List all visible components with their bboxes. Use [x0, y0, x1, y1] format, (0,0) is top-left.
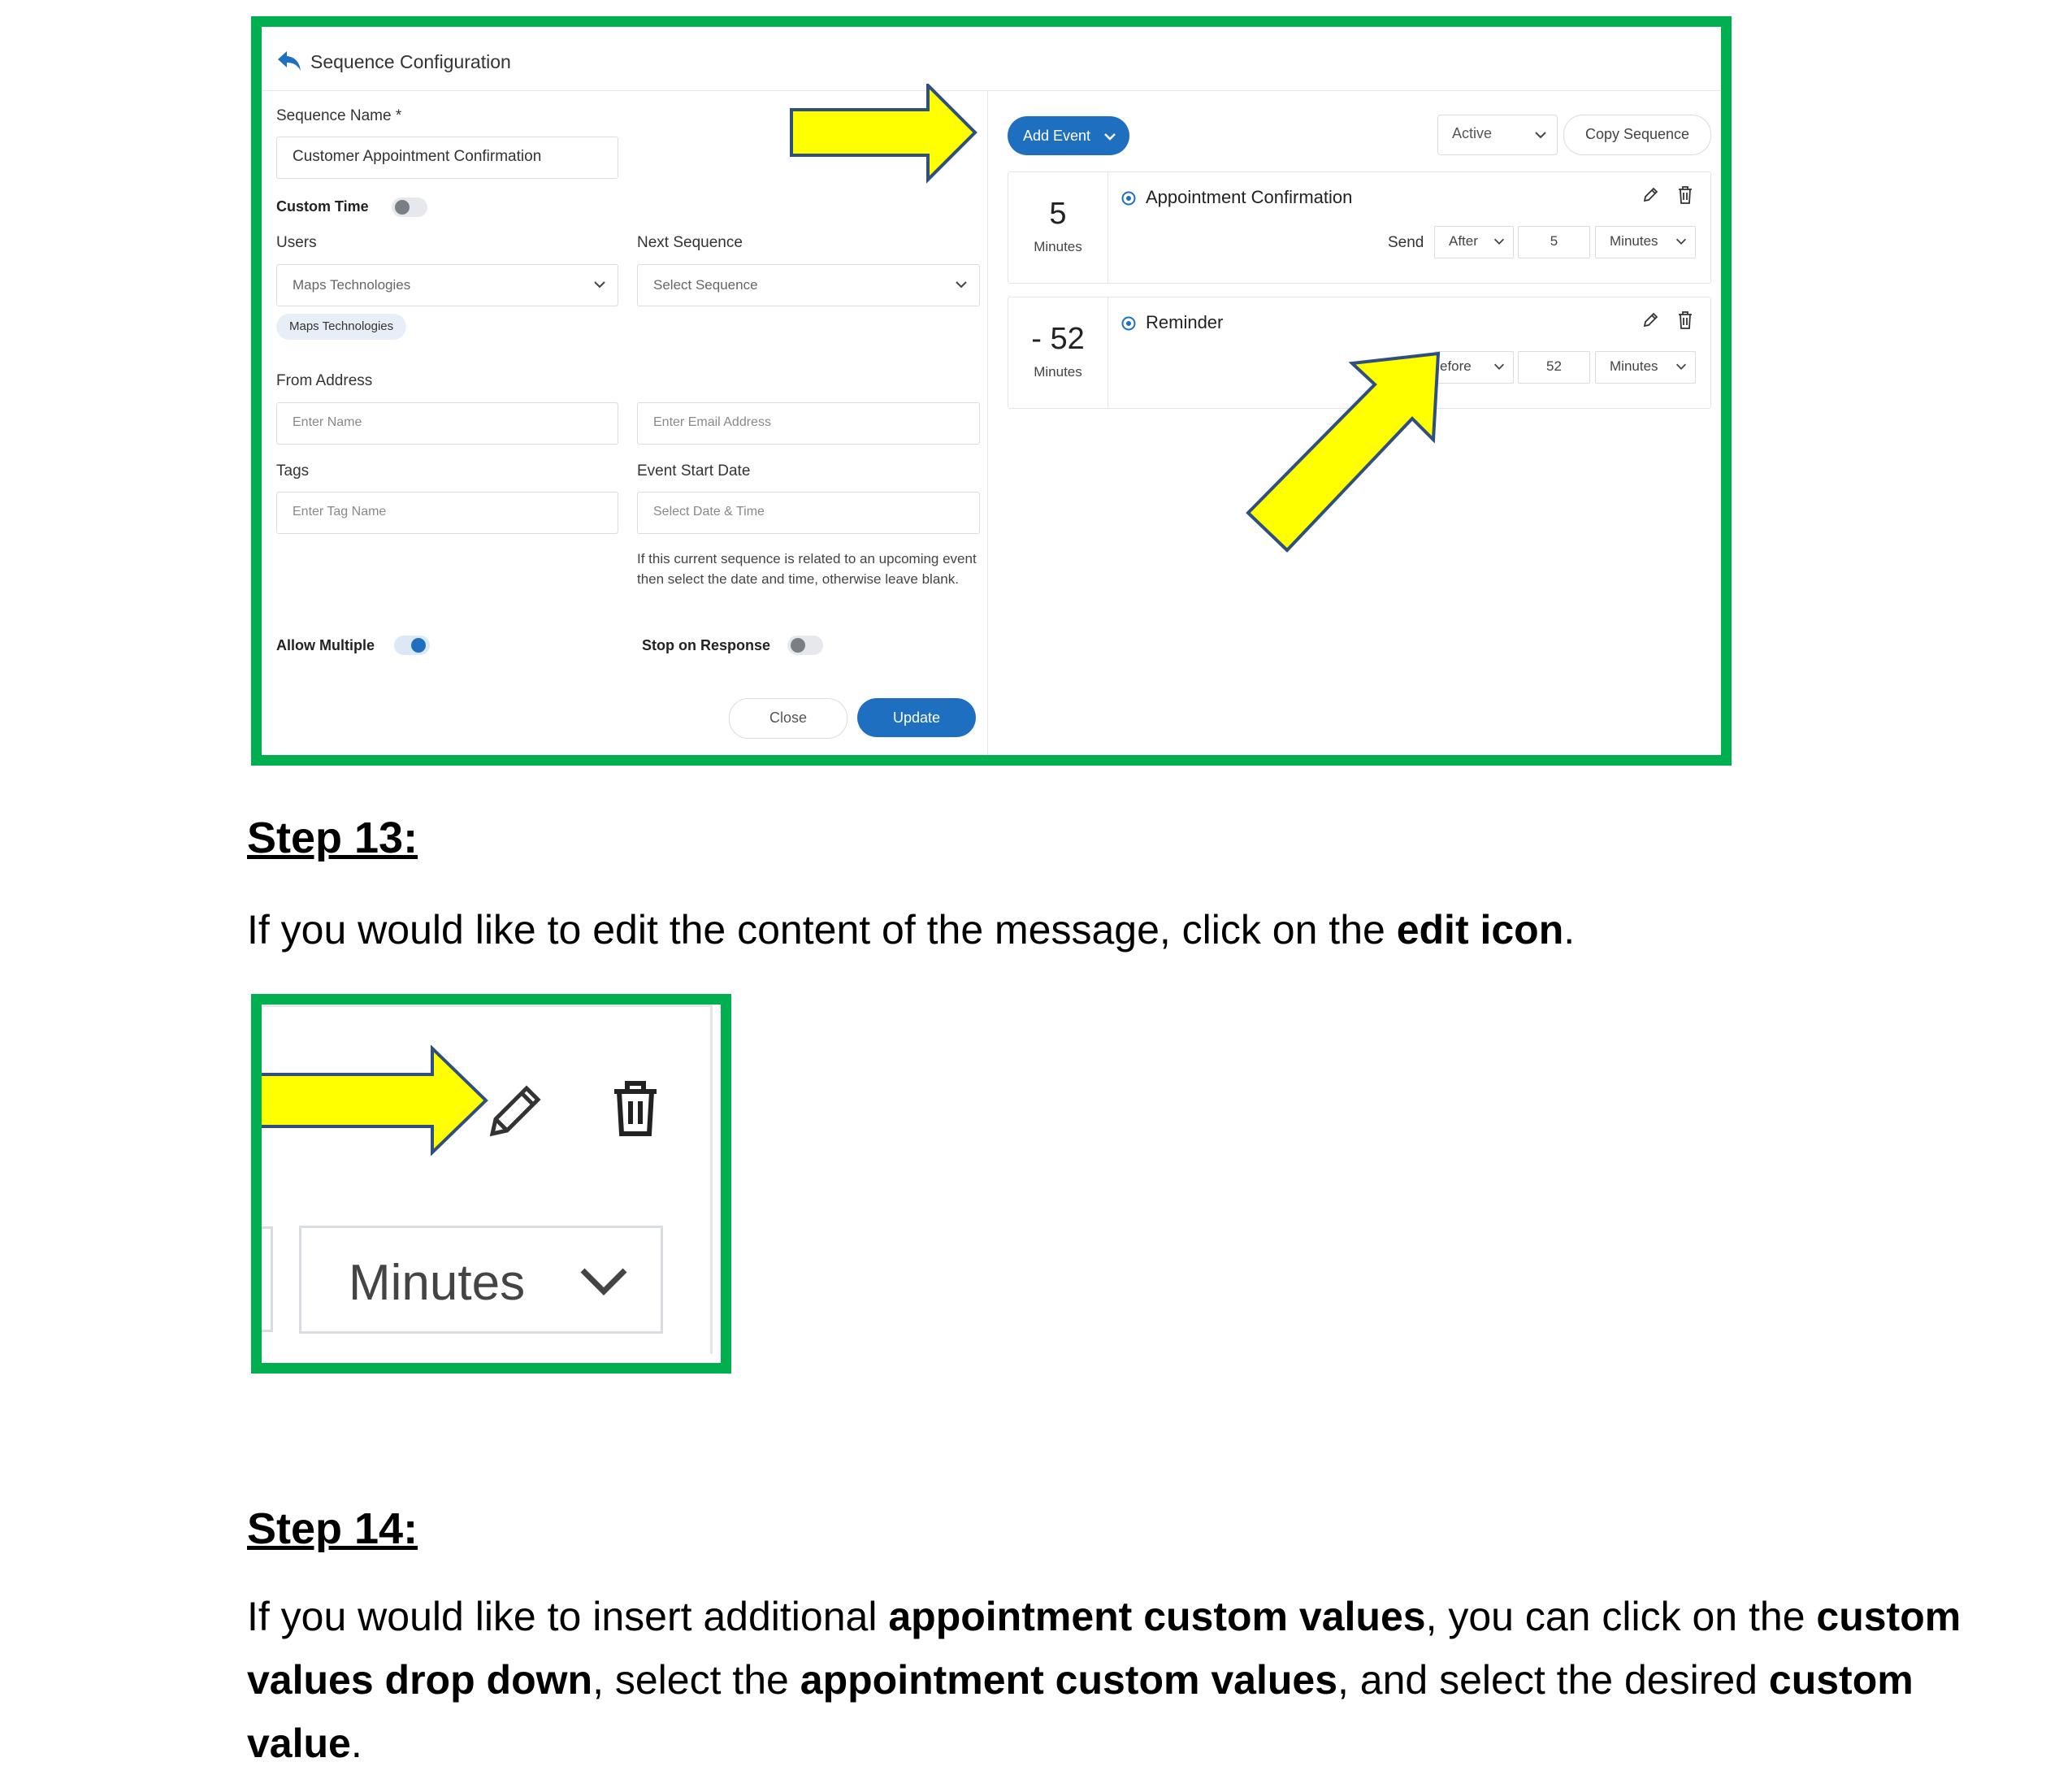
- sequence-name-input[interactable]: [276, 137, 618, 179]
- sequence-name-label: Sequence Name *: [276, 107, 402, 124]
- step-14-text-part: If you would like to insert additional: [247, 1594, 889, 1639]
- tags-label: Tags: [276, 462, 310, 480]
- unit-value: Minutes: [349, 1255, 526, 1311]
- chevron-down-icon: [592, 276, 608, 293]
- step-13-bold: edit icon: [1396, 907, 1564, 953]
- amount-value: 5: [1550, 233, 1558, 249]
- message-icon: [1121, 190, 1137, 206]
- step-14-bold: appointment custom values: [800, 1657, 1337, 1703]
- next-sequence-placeholder: Select Sequence: [653, 277, 758, 293]
- from-email-input[interactable]: [637, 402, 980, 445]
- amount-input-fragment: [254, 1226, 273, 1332]
- timing-select[interactable]: [1434, 226, 1514, 258]
- tags-input[interactable]: [276, 492, 618, 534]
- chevron-down-icon: [1532, 127, 1549, 143]
- step-14-text-part: , you can click on the: [1425, 1594, 1817, 1639]
- amount-value: 52: [1546, 358, 1562, 374]
- from-name-placeholder: Enter Name: [293, 415, 362, 429]
- unit-select[interactable]: [1595, 351, 1696, 384]
- event-offset: [1008, 297, 1108, 408]
- close-button[interactable]: Close: [729, 698, 847, 739]
- event-offset: [1008, 172, 1108, 283]
- event-offset-unit: Minutes: [1034, 364, 1082, 380]
- stop-on-response-toggle[interactable]: [787, 636, 823, 655]
- step-13-text-part: If you would like to edit the content of the message, click on the: [247, 907, 1397, 953]
- edit-icon[interactable]: [1641, 185, 1660, 205]
- back-arrow-icon[interactable]: [276, 50, 302, 72]
- step-13-text-end: .: [1563, 907, 1576, 953]
- next-sequence-select[interactable]: [637, 264, 980, 306]
- step-14-text-end: .: [350, 1721, 362, 1766]
- step-14-text-part: , select the: [592, 1657, 800, 1703]
- step-14-text-part: , and select the desired: [1337, 1657, 1769, 1703]
- users-select[interactable]: [276, 264, 618, 306]
- chevron-down-icon: [578, 1264, 630, 1300]
- status-select[interactable]: [1437, 115, 1558, 155]
- send-label: Send: [1388, 234, 1424, 251]
- chevron-down-icon: [1492, 234, 1506, 249]
- step-13-heading: Step 13:: [247, 814, 418, 862]
- stop-on-response-label: Stop on Response: [642, 637, 771, 653]
- allow-multiple-label: Allow Multiple: [276, 637, 375, 653]
- from-address-label: From Address: [276, 372, 373, 389]
- event-offset-unit: Minutes: [1034, 239, 1082, 254]
- users-chip[interactable]: Maps Technologies: [276, 314, 406, 340]
- step-13-text: [247, 898, 1986, 961]
- update-button[interactable]: Update: [857, 698, 976, 737]
- event-name: Appointment Confirmation: [1146, 187, 1353, 207]
- trash-icon[interactable]: [609, 1080, 661, 1139]
- edit-icon[interactable]: [1641, 310, 1660, 330]
- chevron-down-icon: [953, 276, 969, 293]
- event-name: Reminder: [1146, 312, 1224, 332]
- event-offset-value: - 52: [1031, 322, 1085, 356]
- edit-icon[interactable]: [486, 1082, 544, 1140]
- next-sequence-label: Next Sequence: [637, 234, 743, 251]
- users-value: Maps Technologies: [293, 277, 411, 293]
- add-event-label: Add Event: [1023, 128, 1091, 144]
- edit-icon-zoom-screenshot: [251, 994, 731, 1374]
- modal-header: [262, 27, 1721, 91]
- chevron-down-icon: [1674, 359, 1688, 374]
- arrow-right-icon: [251, 1045, 492, 1156]
- timing-value: After: [1449, 233, 1478, 249]
- step-14-text: [247, 1585, 1986, 1775]
- chevron-down-icon: [1102, 128, 1118, 145]
- chevron-down-icon: [1674, 234, 1688, 249]
- trash-icon[interactable]: [1676, 185, 1694, 205]
- step-14-bold: custom values drop down: [247, 1594, 1961, 1703]
- unit-select[interactable]: [299, 1226, 663, 1334]
- sequence-name-value: Customer Appointment Confirmation: [293, 148, 542, 165]
- event-start-placeholder: Select Date & Time: [653, 505, 765, 519]
- users-label: Users: [276, 234, 317, 251]
- step-14-bold: appointment custom values: [888, 1594, 1426, 1639]
- chevron-down-icon: [1492, 359, 1506, 374]
- custom-time-toggle[interactable]: [392, 197, 427, 217]
- step-14-heading: Step 14:: [247, 1504, 418, 1553]
- arrow-right-icon: [790, 84, 978, 184]
- status-value: Active: [1452, 125, 1493, 141]
- message-icon: [1121, 315, 1137, 332]
- event-start-help: If this current sequence is related to an upcoming event then select the date and time, otherwise leave blank.: [637, 551, 977, 587]
- sequence-configuration-screenshot: [251, 16, 1732, 766]
- from-name-input[interactable]: [276, 402, 618, 445]
- unit-value: Minutes: [1610, 358, 1658, 374]
- tags-placeholder: Enter Tag Name: [293, 505, 387, 519]
- event-start-input[interactable]: [637, 492, 980, 534]
- allow-multiple-toggle[interactable]: [394, 636, 430, 655]
- amount-input[interactable]: [1518, 351, 1590, 384]
- timing-value: efore: [1440, 358, 1472, 374]
- panel-divider: [987, 90, 988, 755]
- add-event-button[interactable]: [1008, 116, 1129, 155]
- custom-time-label: Custom Time: [276, 198, 369, 215]
- trash-icon[interactable]: [1676, 310, 1694, 330]
- amount-input[interactable]: [1518, 226, 1590, 258]
- arrow-diagonal-icon: [1245, 342, 1448, 555]
- unit-value: Minutes: [1610, 233, 1658, 249]
- event-card: [1008, 171, 1711, 284]
- modal-title: Sequence Configuration: [310, 51, 511, 72]
- step-14-bold: custom value: [247, 1657, 1914, 1766]
- unit-select[interactable]: [1595, 226, 1696, 258]
- event-offset-value: 5: [1049, 197, 1067, 231]
- event-start-label: Event Start Date: [637, 462, 751, 480]
- copy-sequence-button[interactable]: Copy Sequence: [1563, 115, 1711, 155]
- from-email-placeholder: Enter Email Address: [653, 415, 771, 429]
